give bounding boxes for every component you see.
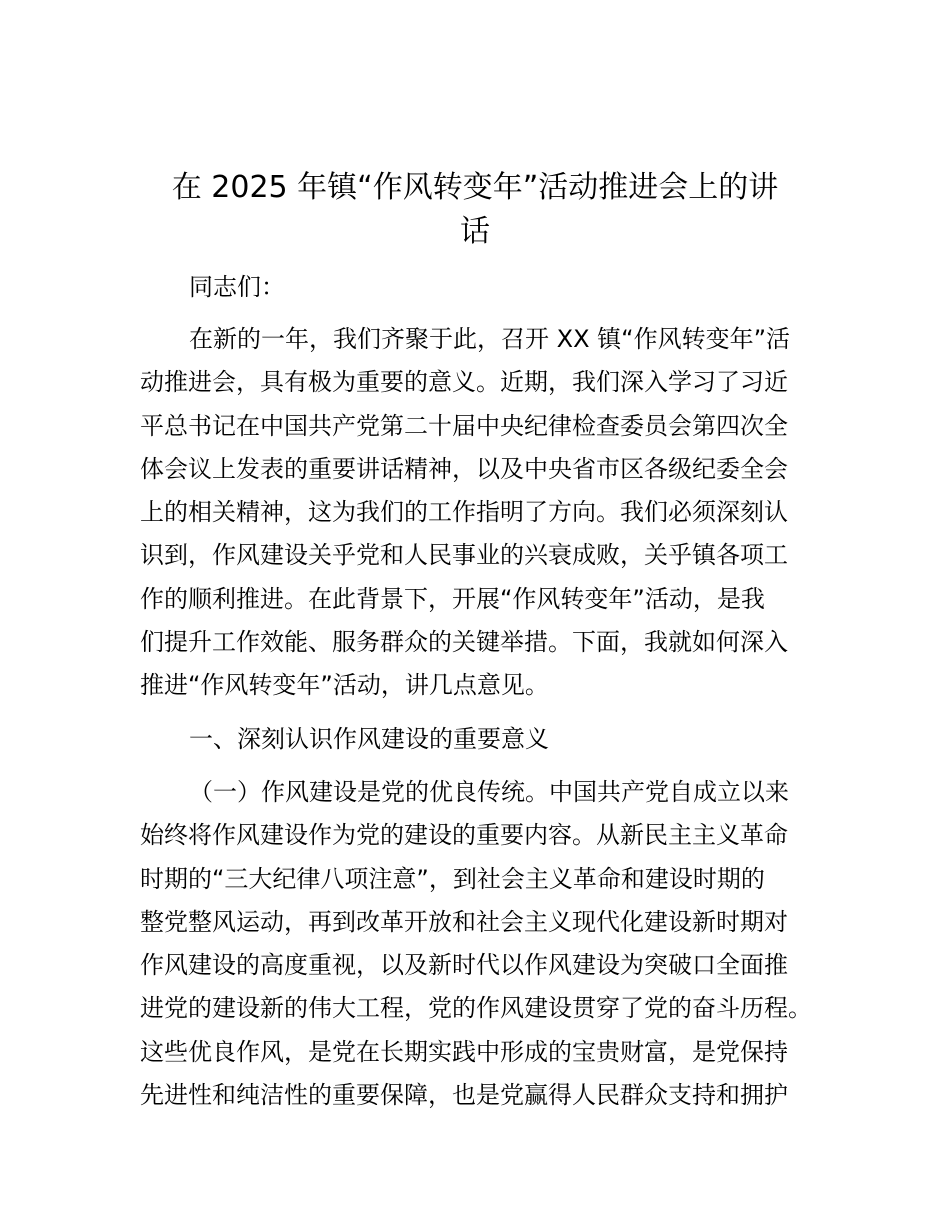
text-line: 这些优良作风，是党在长期实践中形成的宝贵财富，是党保持 [140,1037,788,1066]
text-line: 推进“作风转变年”活动，讲几点意见。 [140,671,549,700]
text-line: 们提升工作效能、服务群众的关键举措。下面，我就如何深入 [140,628,788,657]
title-line: 话 [460,214,490,249]
paragraph-section-1 [140,771,820,1117]
section-heading [140,718,820,761]
text-line: 动推进会，具有极为重要的意义。近期，我们深入学习了习近 [140,368,788,397]
text-line: 上的相关精神，这为我们的工作指明了方向。我们必须深刻认 [140,498,788,527]
text-line: 识到，作风建设关乎党和人民事业的兴衰成败，关乎镇各项工 [140,541,788,570]
text-line: 体会议上发表的重要讲话精神，以及中央省市区各级纪委全会 [140,454,788,483]
text-line: 整党整风运动，再到改革开放和社会主义现代化建设新时期对 [140,907,788,936]
text-line: 平总书记在中国共产党第二十届中央纪律检查委员会第四次全 [140,411,788,440]
document-title [140,166,810,254]
text-line: （一）作风建设是党的优良传统。中国共产党自成立以来 [189,778,789,806]
title-line: 在 2025 年镇“作风转变年”活动推进会上的讲 [171,170,779,205]
text-line: 时期的“三大纪律八项注意”，到社会主义革命和建设时期的 [140,864,765,893]
text-line: 始终将作风建设作为党的建设的重要内容。从新民主主义革命 [140,821,788,850]
salutation [140,266,820,309]
text-line: 先进性和纯洁性的重要保障，也是党赢得人民群众支持和拥护 [140,1081,788,1110]
text-line: 在新的一年，我们齐聚于此，召开 XX 镇“作风转变年”活 [189,325,791,353]
text-line: 作的顺利推进。在此背景下，开展“作风转变年”活动，是我 [140,584,765,613]
text-line: 进党的建设新的伟大工程，党的作风建设贯穿了党的奋斗历程。 [140,994,812,1023]
paragraph-intro [140,318,820,708]
salutation-text: 同志们： [189,273,285,301]
text-line: 作风建设的高度重视，以及新时代以作风建设为突破口全面推 [140,951,788,980]
section-heading-text: 一、深刻认识作风建设的重要意义 [189,725,549,753]
